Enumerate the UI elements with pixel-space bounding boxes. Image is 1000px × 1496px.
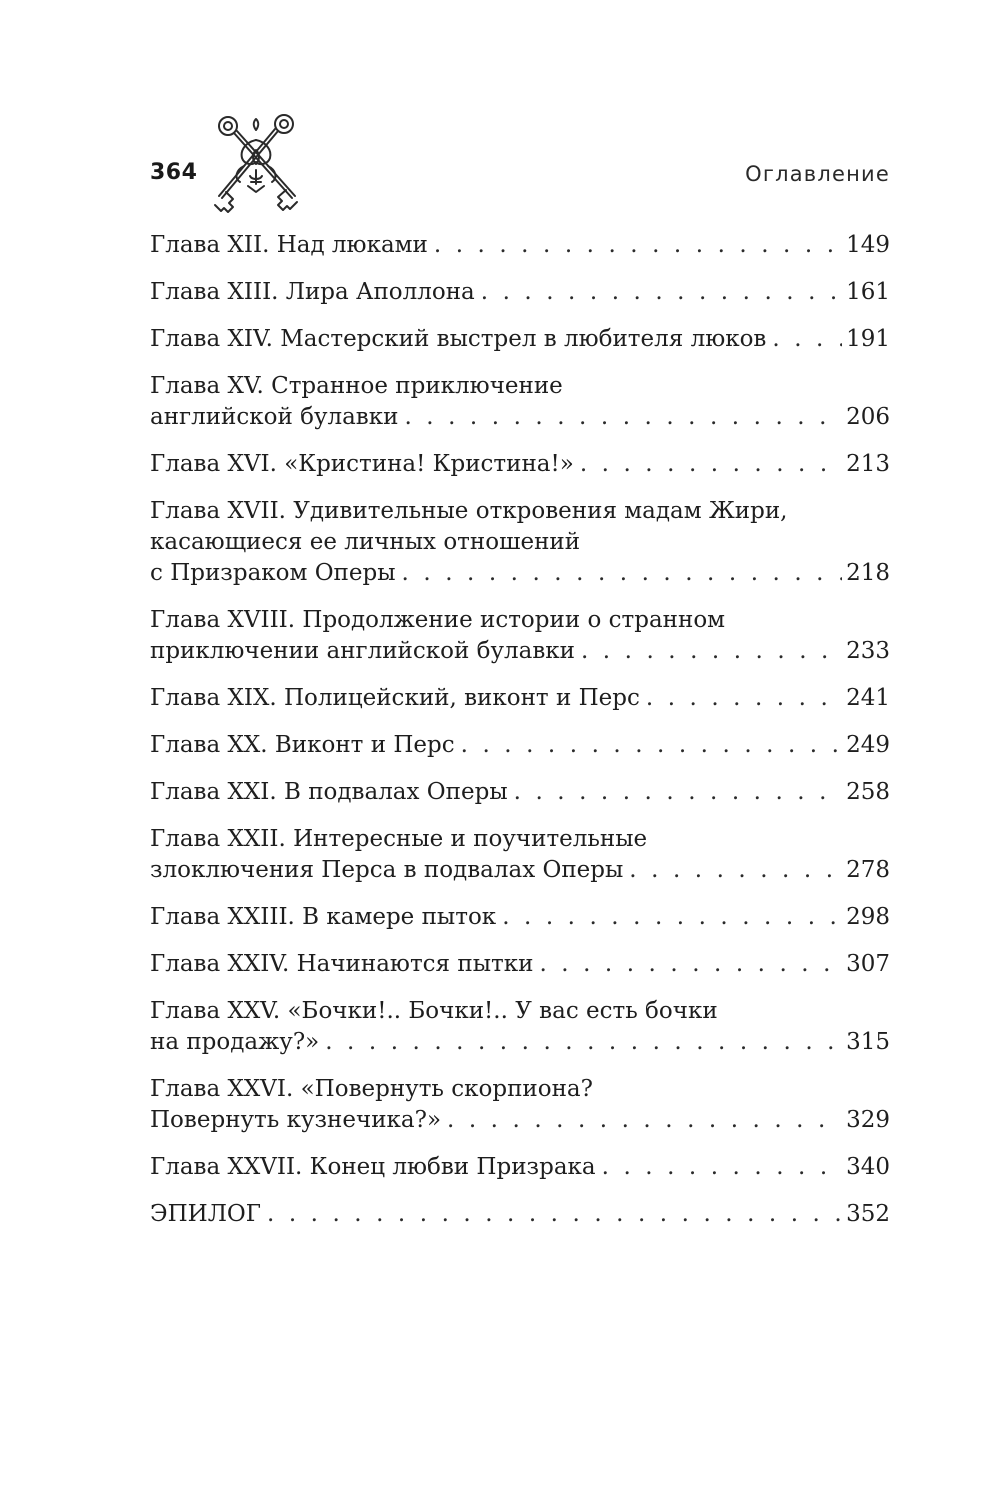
- toc-entry-last-line: [150, 1105, 890, 1136]
- toc-entry-page: 218: [842, 558, 890, 589]
- toc-entry: [150, 324, 890, 355]
- dot-leader: [455, 730, 842, 761]
- toc-entry: [150, 1074, 890, 1136]
- dot-leader: [428, 230, 842, 261]
- toc-entry-page: 329: [842, 1105, 890, 1136]
- toc-entry-title-line: Глава XXI. В подвалах Оперы: [150, 779, 508, 805]
- toc-entry-title-line: Глава XXVII. Конец любви Призрака: [150, 1154, 596, 1180]
- dot-leader: [398, 402, 842, 433]
- toc-entry-last-line: [150, 683, 890, 714]
- toc-entry-title-line: Повернуть кузнечика?»: [150, 1107, 442, 1133]
- dot-leader: [575, 636, 842, 667]
- toc-entry-page: 206: [842, 402, 890, 433]
- toc-entry-last-line: [150, 277, 890, 308]
- toc-entry-last-line: [150, 449, 890, 480]
- toc-entry-last-line: [150, 902, 890, 933]
- toc-entry-last-line: [150, 324, 890, 355]
- toc-entry-last-line: [150, 636, 890, 667]
- toc-entry-page: 278: [842, 855, 890, 886]
- dot-leader: [496, 902, 842, 933]
- toc-entry-title-line: Глава XIII. Лира Аполлона: [150, 279, 475, 305]
- page-number: 364: [150, 160, 198, 185]
- toc-entry-page: 213: [842, 449, 890, 480]
- toc-entry-title-line: Глава XVI. «Кристина! Кристина!»: [150, 451, 574, 477]
- toc-entry-title-line: Глава XXIV. Начинаются пытки: [150, 951, 534, 977]
- crossed-keys-icon: [206, 110, 310, 218]
- toc-entry-title-line: Глава XII. Над люками: [150, 232, 428, 258]
- toc-entry-title-line: с Призраком Оперы: [150, 560, 396, 586]
- toc-entry-title-line: Глава XXVI. «Повернуть скорпиона?: [150, 1076, 593, 1102]
- toc-entry-last-line: [150, 230, 890, 261]
- toc-entry-title-line: Глава XXIII. В камере пыток: [150, 904, 497, 930]
- toc-entry: [150, 449, 890, 480]
- toc-entry: [150, 949, 890, 980]
- toc-entry: [150, 1152, 890, 1183]
- toc-entry-title-line: на продажу?»: [150, 1029, 320, 1055]
- toc-entry-page: 298: [842, 902, 890, 933]
- toc-entry-last-line: [150, 1199, 890, 1230]
- toc-entry-page: 191: [842, 324, 890, 355]
- toc-entry-page: 307: [842, 949, 890, 980]
- toc-entry: [150, 777, 890, 808]
- toc-entry-title-line: Глава XIX. Полицейский, виконт и Перс: [150, 685, 640, 711]
- toc-entry-title-line: Глава XXII. Интересные и поучительные: [150, 826, 648, 852]
- toc-entry-page: 258: [842, 777, 890, 808]
- toc-entry-last-line: [150, 1152, 890, 1183]
- toc-entry-page: 352: [842, 1199, 890, 1230]
- toc-entry: [150, 730, 890, 761]
- toc-entry-title-line: Глава XIV. Мастерский выстрел в любителя люков: [150, 326, 767, 352]
- toc-entry-title-line: Глава XVIII. Продолжение истории о странном: [150, 607, 726, 633]
- dot-leader: [533, 949, 842, 980]
- toc-entry: [150, 824, 890, 886]
- toc-entry: [150, 230, 890, 261]
- toc-entry: [150, 371, 890, 433]
- toc-entry: [150, 605, 890, 667]
- toc-entry: [150, 496, 890, 589]
- toc-entry: [150, 996, 890, 1058]
- toc-entry-page: 340: [842, 1152, 890, 1183]
- toc-entry-last-line: [150, 949, 890, 980]
- toc-entry-title-line: английской булавки: [150, 404, 399, 430]
- toc-entry: [150, 277, 890, 308]
- toc-entry-title-line: Глава XV. Странное приключение: [150, 373, 563, 399]
- toc-entry-last-line: [150, 1027, 890, 1058]
- toc-entry-page: 161: [842, 277, 890, 308]
- running-header: [150, 110, 890, 220]
- toc-entry-last-line: [150, 558, 890, 589]
- dot-leader: [319, 1027, 842, 1058]
- dot-leader: [574, 449, 842, 480]
- toc-entry-title-line: ЭПИЛОГ: [150, 1201, 261, 1227]
- toc-entry-title-line: приключении английской булавки: [150, 638, 575, 664]
- table-of-contents: [150, 230, 890, 1246]
- dot-leader: [396, 558, 843, 589]
- toc-entry-page: 249: [842, 730, 890, 761]
- dot-leader: [640, 683, 842, 714]
- toc-entry-title-line: Глава XX. Виконт и Перс: [150, 732, 455, 758]
- toc-entry: [150, 683, 890, 714]
- dot-leader: [766, 324, 842, 355]
- toc-entry-last-line: [150, 777, 890, 808]
- toc-entry-page: 315: [842, 1027, 890, 1058]
- toc-entry-last-line: [150, 730, 890, 761]
- toc-entry-title-line: Глава XVII. Удивительные откровения мадам Жири,: [150, 498, 788, 524]
- dot-leader: [261, 1199, 842, 1230]
- toc-entry-title-line: Глава XXV. «Бочки!.. Бочки!.. У вас есть бочки: [150, 998, 718, 1024]
- toc-entry-last-line: [150, 855, 890, 886]
- toc-entry-last-line: [150, 402, 890, 433]
- dot-leader: [441, 1105, 842, 1136]
- dot-leader: [596, 1152, 842, 1183]
- toc-entry-title-line: злоключения Перса в подвалах Оперы: [150, 857, 624, 883]
- toc-entry: [150, 902, 890, 933]
- toc-entry-page: 149: [842, 230, 890, 261]
- toc-entry-page: 241: [842, 683, 890, 714]
- toc-entry-page: 233: [842, 636, 890, 667]
- toc-entry: [150, 1199, 890, 1230]
- dot-leader: [475, 277, 842, 308]
- section-title: Оглавление: [745, 162, 890, 186]
- toc-entry-title-line: касающиеся ее личных отношений: [150, 529, 581, 555]
- dot-leader: [508, 777, 842, 808]
- dot-leader: [623, 855, 842, 886]
